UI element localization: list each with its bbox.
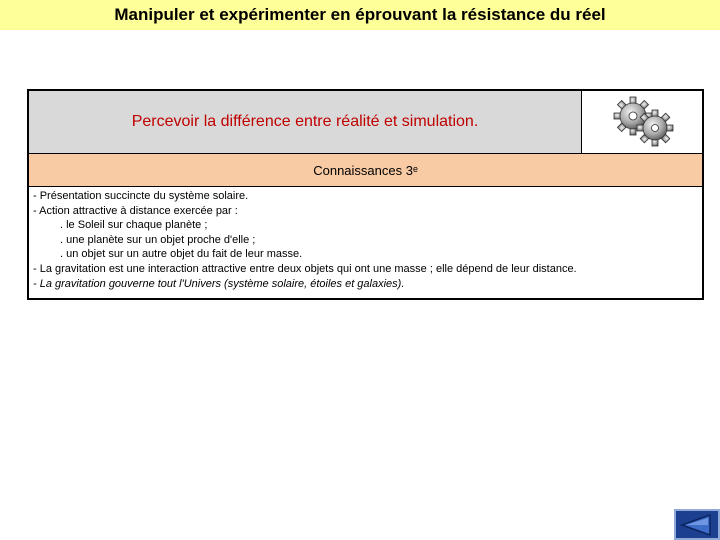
header-icon-cell [583,91,702,153]
header-title-cell [29,91,582,153]
list-item: - Présentation succincte du système solaire. [33,190,249,202]
previous-arrow-icon [680,514,714,536]
list-item: - La gravitation est une interaction attractive entre deux objets qui ont une masse ; elle dépend de leur distance. [33,262,577,275]
page-title: Manipuler et expérimenter en éprouvant la résistance du réel [114,5,606,24]
card-header [29,91,702,154]
previous-slide-button[interactable] [674,509,720,540]
list-subitem: . le Soleil sur chaque planète ; [60,219,208,232]
knowledge-list [33,189,698,291]
header-title: Percevoir la différence entre réalité et simulation. [131,113,479,130]
list-subitem: . un objet sur un autre objet du fait de leur masse. [60,248,303,261]
gears-icon [603,94,683,150]
list-subitem: . une planète sur un objet proche d'elle ; [60,233,256,246]
list-item: - La gravitation gouverne tout l'Univers (système solaire, étoiles et galaxies). [33,277,405,290]
section-header [29,154,702,187]
list-item: - Action attractive à distance exercée par : [33,204,238,217]
title-bar [0,0,720,30]
content-card [27,89,704,300]
section-label: Connaissances 3ᵉ [313,162,418,178]
